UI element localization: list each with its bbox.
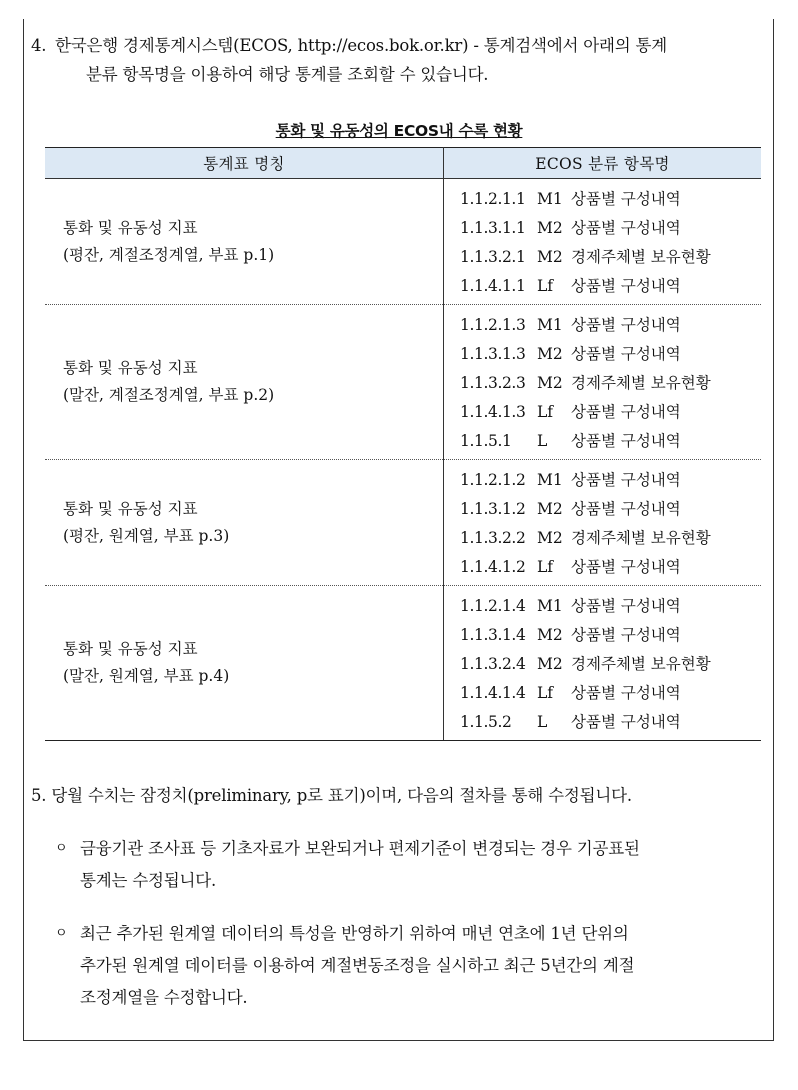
table-row — [45, 179, 761, 305]
table-row — [45, 460, 761, 586]
item-desc: 상품별 구성내역 — [571, 219, 681, 237]
item-code: 1.1.3.1.4 — [460, 626, 526, 644]
ecos-items-cell — [444, 179, 762, 305]
stat-table-subtitle: (평잔, 원계열, 부표 p.3) — [63, 526, 230, 545]
list-item — [460, 272, 761, 301]
ecos-items-cell — [444, 305, 762, 460]
bullet-line: 금융기관 조사표 등 기초자료가 보완되거나 편제기준이 변경되는 경우 기공표된 — [80, 839, 640, 858]
item-desc: 상품별 구성내역 — [571, 500, 681, 518]
bullet-line: 추가된 원계열 데이터를 이용하여 계절변동조정을 실시하고 최근 5년간의 계절 — [80, 956, 635, 975]
item-desc: 상품별 구성내역 — [571, 316, 681, 334]
list-item — [460, 679, 761, 708]
list-item — [460, 621, 761, 650]
item-series: M2 — [537, 626, 563, 644]
note-4-line-1: 한국은행 경제통계시스템(ECOS, http://ecos.bok.or.kr) - 통계검색에서 아래의 통계 — [55, 36, 667, 55]
item-desc: 상품별 구성내역 — [571, 558, 681, 576]
item-desc: 경제주체별 보유현황 — [571, 655, 711, 673]
item-series: Lf — [537, 403, 554, 421]
list-item — [460, 214, 761, 243]
list-item — [460, 553, 761, 582]
stat-table-subtitle: (말잔, 계절조정계열, 부표 p.2) — [63, 386, 275, 404]
item-desc: 경제주체별 보유현황 — [571, 374, 711, 392]
item-code: 1.1.2.1.2 — [460, 471, 526, 489]
item-code: 1.1.3.1.1 — [460, 219, 526, 237]
table-row — [45, 305, 761, 460]
list-item — [460, 340, 761, 369]
item-code: 1.1.2.1.1 — [460, 190, 526, 208]
item-series: M2 — [537, 345, 563, 363]
item-code: 1.1.3.2.2 — [460, 529, 526, 547]
item-series: M2 — [537, 500, 563, 518]
item-desc: 경제주체별 보유현황 — [571, 529, 711, 547]
bullet-mark: ㅇ — [55, 841, 68, 856]
list-item — [460, 311, 761, 340]
stat-table-subtitle: (평잔, 계절조정계열, 부표 p.1) — [63, 245, 275, 264]
item-series: Lf — [537, 277, 554, 295]
item-series: Lf — [537, 558, 554, 576]
bullet-line: 최근 추가된 원계열 데이터의 특성을 반영하기 위하여 매년 연초에 1년 단위의 — [80, 924, 629, 943]
item-desc: 상품별 구성내역 — [571, 597, 681, 615]
item-series: L — [537, 713, 548, 731]
list-item — [460, 524, 761, 553]
item-code: 1.1.3.2.4 — [460, 655, 526, 673]
item-series: Lf — [537, 684, 554, 702]
item-desc: 상품별 구성내역 — [571, 684, 681, 702]
item-desc: 상품별 구성내역 — [571, 713, 681, 731]
header-table-name: 통계표 명칭 — [45, 148, 444, 179]
ecos-items-cell — [444, 586, 762, 741]
item-series: M2 — [537, 655, 563, 673]
item-desc: 상품별 구성내역 — [571, 345, 681, 363]
list-item — [460, 495, 761, 524]
stat-table-name-cell — [45, 460, 444, 586]
item-series: M1 — [537, 597, 563, 615]
list-item — [460, 398, 761, 427]
stat-table-name: 통화 및 유동성 지표 — [63, 218, 198, 237]
item-code: 1.1.5.2 — [460, 713, 512, 731]
stat-table-name-cell — [45, 179, 444, 305]
list-item — [460, 243, 761, 272]
table-row — [45, 586, 761, 741]
item-code: 1.1.2.1.3 — [460, 316, 526, 334]
list-item — [460, 592, 761, 621]
note-5: 5. 당월 수치는 잠정치(preliminary, p로 표기)이며, 다음의 절차를 통해 수정됩니다. — [31, 786, 632, 805]
stat-table-name: 통화 및 유동성 지표 — [63, 359, 198, 377]
item-desc: 경제주체별 보유현황 — [571, 248, 711, 266]
ecos-items-cell — [444, 460, 762, 586]
item-series: M2 — [537, 374, 563, 392]
item-code: 1.1.3.2.1 — [460, 248, 526, 266]
list-item — [460, 369, 761, 398]
list-item — [460, 427, 761, 456]
item-code: 1.1.4.1.2 — [460, 558, 526, 576]
item-series: L — [537, 432, 548, 450]
item-desc: 상품별 구성내역 — [571, 432, 681, 450]
bullet-line: 통계는 수정됩니다. — [80, 871, 217, 890]
list-item — [460, 650, 761, 679]
item-series: M2 — [537, 248, 563, 266]
item-series: M1 — [537, 190, 563, 208]
item-code: 1.1.5.1 — [460, 432, 512, 450]
item-series: M1 — [537, 471, 563, 489]
item-desc: 상품별 구성내역 — [571, 471, 681, 489]
item-code: 1.1.3.2.3 — [460, 374, 526, 392]
item-code: 1.1.3.1.3 — [460, 345, 526, 363]
table-title: 통화 및 유동성의 ECOS내 수록 현황 — [275, 122, 523, 140]
list-item — [460, 185, 761, 214]
header-ecos-category: ECOS 분류 항목명 — [444, 148, 762, 179]
bullet-mark: ㅇ — [55, 926, 68, 941]
item-desc: 상품별 구성내역 — [571, 277, 681, 295]
item-desc: 상품별 구성내역 — [571, 403, 681, 421]
stat-table-name-cell — [45, 586, 444, 741]
note-4-number: 4. — [31, 36, 47, 55]
ecos-table — [45, 147, 761, 741]
stat-table-name-cell — [45, 305, 444, 460]
item-desc: 상품별 구성내역 — [571, 626, 681, 644]
item-series: M2 — [537, 529, 563, 547]
table-header-row — [45, 148, 761, 179]
item-code: 1.1.4.1.4 — [460, 684, 526, 702]
list-item — [460, 466, 761, 495]
bullet-line: 조정계열을 수정합니다. — [80, 988, 248, 1007]
stat-table-subtitle: (말잔, 원계열, 부표 p.4) — [63, 667, 230, 685]
item-series: M2 — [537, 219, 563, 237]
item-code: 1.1.2.1.4 — [460, 597, 526, 615]
item-code: 1.1.3.1.2 — [460, 500, 526, 518]
stat-table-name: 통화 및 유동성 지표 — [63, 640, 198, 658]
item-series: M1 — [537, 316, 563, 334]
item-code: 1.1.4.1.3 — [460, 403, 526, 421]
item-desc: 상품별 구성내역 — [571, 190, 681, 208]
note-4-line-2: 분류 항목명을 이용하여 해당 통계를 조회할 수 있습니다. — [86, 65, 489, 84]
list-item — [460, 708, 761, 737]
stat-table-name: 통화 및 유동성 지표 — [63, 499, 198, 518]
item-code: 1.1.4.1.1 — [460, 277, 526, 295]
